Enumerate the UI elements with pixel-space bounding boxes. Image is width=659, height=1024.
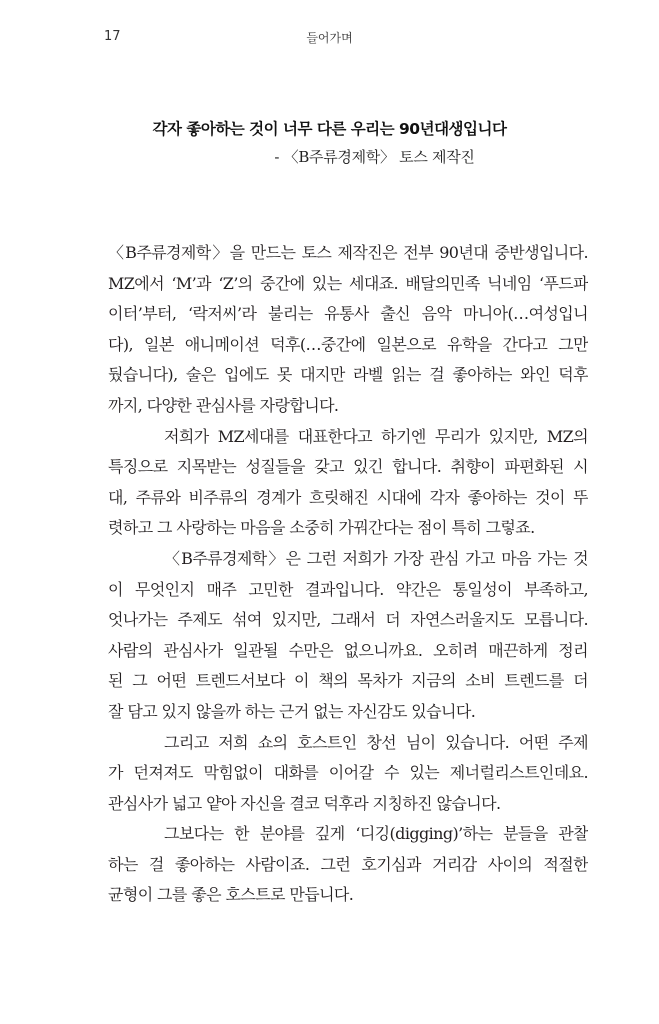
text-line: 그보다는 한 분야를 깊게 ‘디깅(digging)’하는 분들을 관찰 [164, 824, 588, 844]
text-line: 이 무엇인지 매주 고민한 결과입니다. 약간은 통일성이 부족하고, [108, 579, 588, 599]
text-line: 〈B주류경제학〉은 그런 저희가 가장 관심 가고 마음 가는 것 [164, 548, 588, 568]
text-line: 관심사가 넓고 얕아 자신을 결코 덕후라 지칭하진 않습니다. [108, 793, 501, 813]
text-line: 가 던져져도 막힘없이 대화를 이어갈 수 있는 제너럴리스트인데요. [108, 763, 588, 783]
text-line: MZ에서 ‘M’과 ‘Z’의 중간에 있는 세대죠. 배달의민족 닉네임 ‘푸드파 [108, 273, 588, 293]
text-line: 다), 일본 애니메이션 덕후(…중간에 일본으로 유학을 간다고 그만 [108, 334, 588, 354]
text-line: 이터’부터, ‘락저씨’라 불리는 유통사 출신 음악 마니아(…여성입니 [108, 304, 588, 324]
chapter-title: 각자 좋아하는 것이 너무 다른 우리는 90년대생입니다 [152, 120, 507, 138]
text-line: 그리고 저희 쇼의 호스트인 창선 님이 있습니다. 어떤 주제 [164, 732, 588, 752]
text-line: 엇나가는 주제도 섞여 있지만, 그래서 더 자연스러울지도 모릅니다. [108, 610, 588, 630]
page-number: 17 [104, 29, 121, 44]
text-line: 균형이 그를 좋은 호스트로 만듭니다. [108, 885, 354, 905]
text-line: 대, 주류와 비주류의 경계가 흐릿해진 시대에 각자 좋아하는 것이 뚜 [108, 487, 588, 507]
text-line: 된 그 어떤 트렌드서보다 이 책의 목차가 지금의 소비 트렌드를 더 [108, 671, 588, 691]
text-line: 저희가 MZ세대를 대표한다고 하기엔 무리가 있지만, MZ의 [164, 426, 588, 446]
text-line: 특징으로 지목받는 성질들을 갖고 있긴 합니다. 취향이 파편화된 시 [108, 457, 588, 477]
chapter-subtitle: - 〈B주류경제학〉 토스 제작진 [274, 148, 475, 166]
body-text [108, 238, 588, 911]
text-line: 렷하고 그 사랑하는 마음을 소중히 가꿔간다는 점이 특히 그렇죠. [108, 518, 535, 538]
text-line: 사람의 관심사가 일관될 수만은 없으니까요. 오히려 매끈하게 정리 [108, 640, 588, 660]
running-head: 들어가며 [306, 31, 353, 45]
text-line: 잘 담고 있지 않을까 하는 근거 없는 자신감도 있습니다. [108, 701, 476, 721]
text-line: 하는 걸 좋아하는 사람이죠. 그런 호기심과 거리감 사이의 적절한 [108, 854, 588, 874]
text-line: 뒀습니다), 술은 입에도 못 대지만 라벨 읽는 걸 좋아하는 와인 덕후 [108, 365, 588, 385]
text-line: 까지, 다양한 관심사를 자랑합니다. [108, 395, 339, 415]
text-line: 〈B주류경제학〉을 만드는 토스 제작진은 전부 90년대 중반생입니다. [108, 243, 588, 262]
